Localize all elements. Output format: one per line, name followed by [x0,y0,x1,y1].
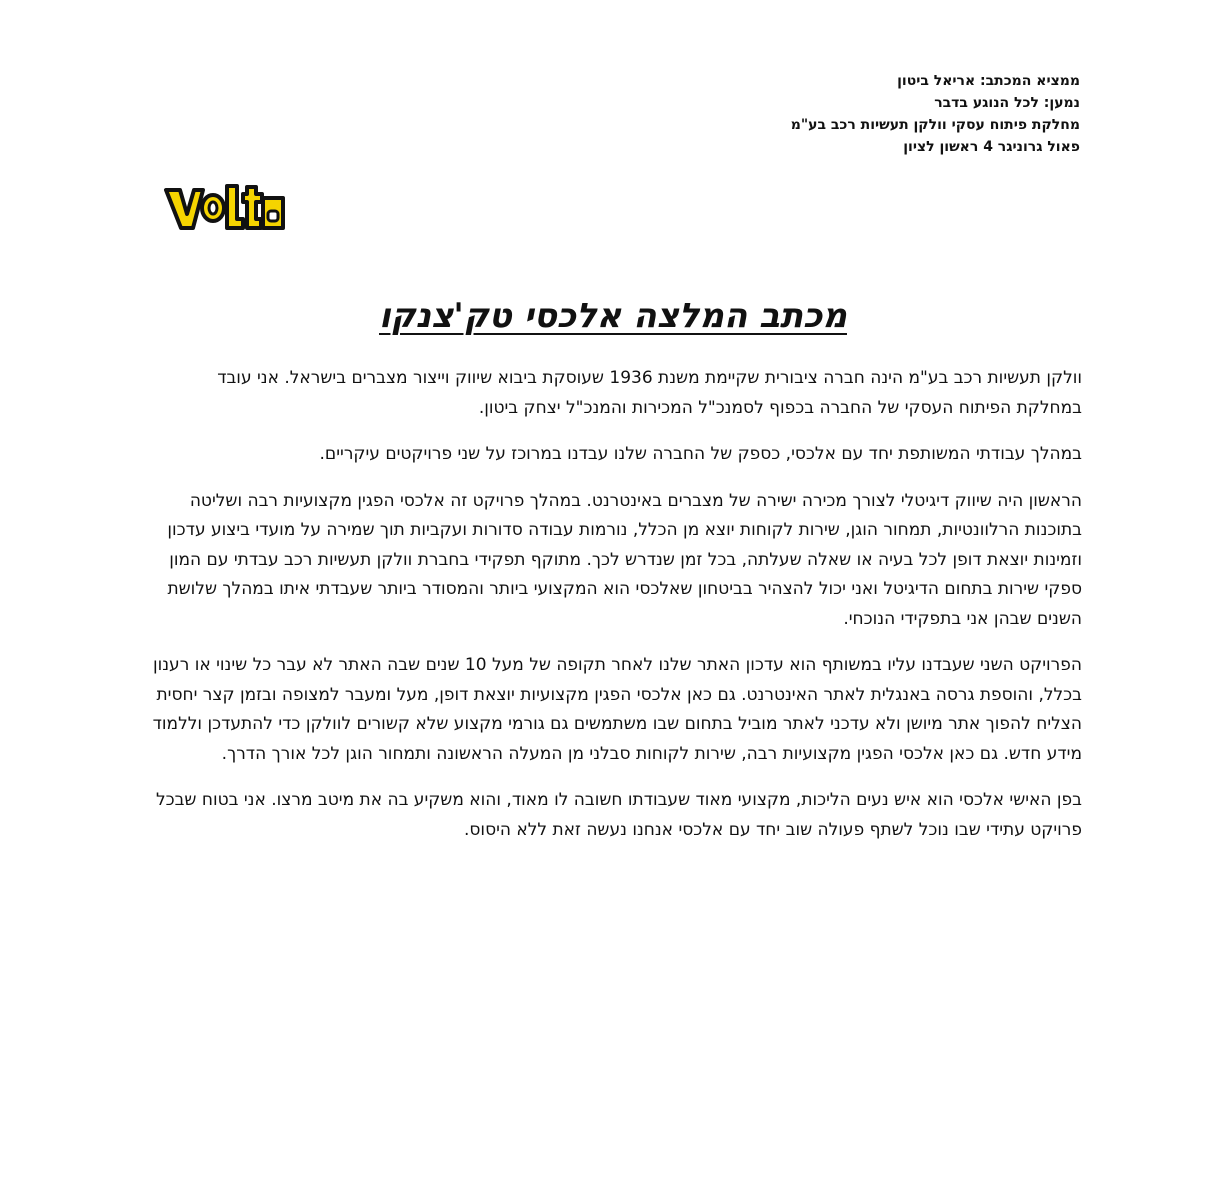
paragraph-first-project: הראשון היה שיווק דיגיטלי לצורך מכירה ישירה של מצברים באינטרנט. במהלך פרויקט זה אלכסי הפגין מקצועיות רבה ושליטה בתוכנות הרלוונטיות, תמחור הוגן, שירות לקוחות יוצא מן הכלל, נורמות עבודה סדורות ועקביות תוך שמירה על מועדי ביצוע עדכון וזמינות יוצאת דופן לכל בעיה או שאלה שעלתה, בכל זמן שנדרש לכך. מתוקף תפקידי בחברת וולקן תעשיות רכב עבדתי עם המון ספקי שירות בתחום הדיגיטל ואני יכול להצהיר בביטחון שאלכסי הוא המקצועי ביותר והמסודר ביותר שעבדתי איתו במהלך שלושת השנים שבהן אני בתפקידי הנוכחי. [167,490,1082,629]
sender-line-address: פאול גרוניגר 4 ראשון לציון [903,139,1080,155]
sender-line-department: מחלקת פיתוח עסקי וולקן תעשיות רכב בע"מ [790,117,1080,133]
paragraph-collaboration: במהלך עבודתי המשותפת יחד עם אלכסי, כספק של החברה שלנו עבדנו במרוכז על שני פרויקטים עיקריים. [319,444,1082,464]
volta-logo [163,176,288,234]
sender-block [520,70,1080,158]
sender-line-author: ממציא המכתב: אריאל ביטון [897,73,1080,89]
volta-logo-graphic [163,176,288,234]
page-title: מכתב המלצה אלכסי טק'צנקו [379,296,847,336]
paragraph-personal: בפן האישי אלכסי הוא איש נעים הליכות, מקצועי מאוד שעבודתו חשובה לו מאוד, והוא משקיע בה את מיטב מרצו. אני בטוח שבכל פרויקט עתידי שבו נוכל לשתף פעולה שוב יחד עם אלכסי אנחנו נעשה זאת ללא היסוס. [155,790,1082,840]
logo-text: VOLTA [225,232,229,233]
letter-body [152,364,1082,862]
paragraph-second-project: הפרויקט השני שעבדנו עליו במשותף הוא עדכון האתר שלנו לאחר תקופה של מעל 10 שנים שבה האתר לא עבר כל שינוי או רענון בכלל, והוספת גרסה באנגלית לאתר האינטרנט. גם כאן אלכסי הפגין מקצועיות יוצאת דופן, מעל ומעבר למצופה ובזמן קצר יחסית הצליח להפוך אתר מיושן ולא עדכני לאתר מוביל בתחום שבו משתמשים גם גורמי מקצוע שלא קשורים לוולקן כדי להתעדכן וללמוד מידע חדש. גם כאן אלכסי הפגין מקצועיות רבה, שירות לקוחות סבלני מן המעלה הראשונה ותמחור הוגן לכל אורך הדרך. [152,655,1082,764]
paragraph-company-intro: וולקן תעשיות רכב בע"מ הינה חברה ציבורית שקיימת משנת 1936 שעוסקת ביבוא שיווק וייצור מצברים בישראל. אני עובד במחלקת הפיתוח העסקי של החברה בכפוף לסמנכ"ל המכירות והמנכ"ל יצחק ביטון. [217,368,1082,418]
sender-line-recipient: נמען: לכל הנוגע בדבר [934,95,1080,111]
